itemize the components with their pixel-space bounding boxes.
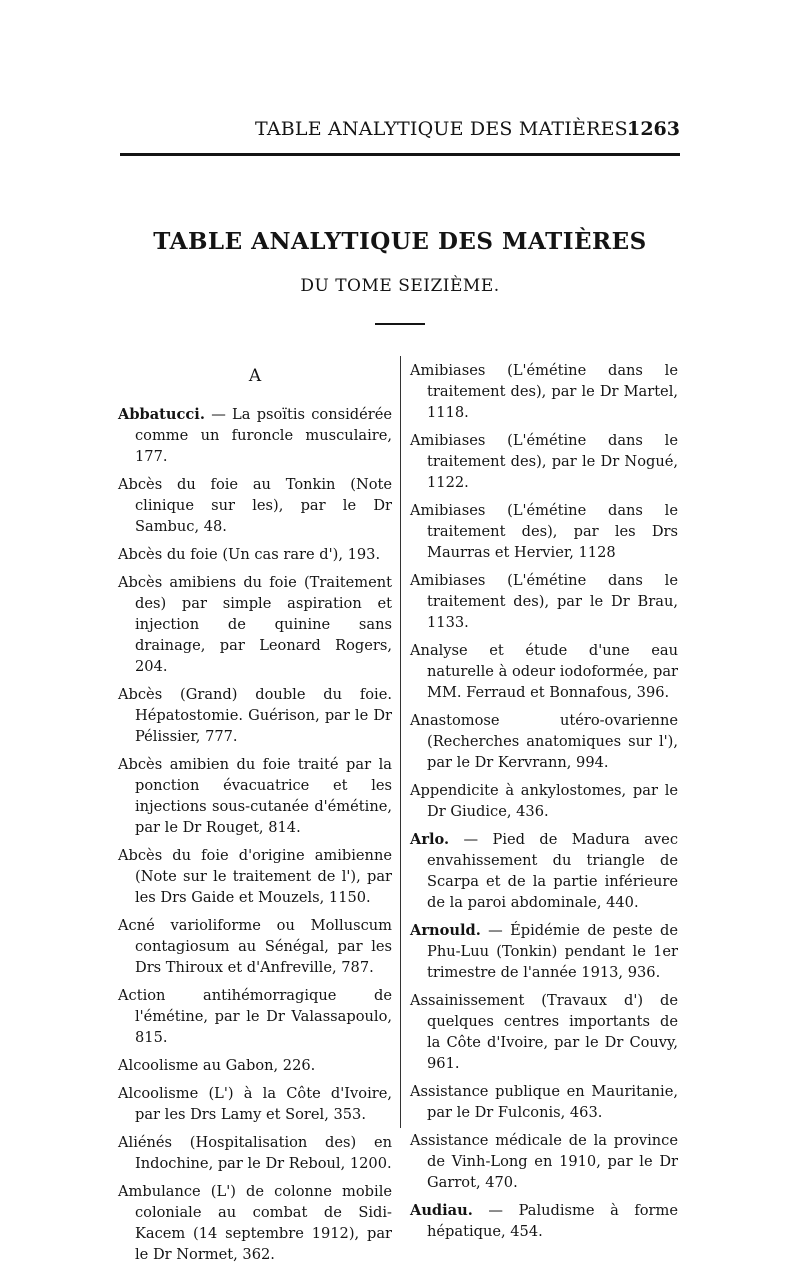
entry-text: Alcoolisme (L') à la Côte d'Ivoire, par les Drs Lamy et Sorel, 353. xyxy=(118,1085,392,1123)
entry-text: Amibiases (L'émétine dans le traitement des), par le Dr Martel, 1118. xyxy=(410,362,678,421)
index-entry xyxy=(118,1181,392,1265)
index-entry xyxy=(410,500,678,563)
index-entry xyxy=(410,829,678,913)
entry-text: Abcès du foie (Un cas rare d'), 193. xyxy=(118,546,381,563)
index-entry xyxy=(410,360,678,423)
index-entry xyxy=(410,640,678,703)
entry-text: Acné varioliforme ou Molluscum contagiosum au Sénégal, par les Drs Thiroux et d'Anfreville, 787. xyxy=(118,917,392,976)
running-head xyxy=(120,118,680,144)
right-column xyxy=(410,360,678,1249)
section-letter: A xyxy=(248,366,262,386)
entry-text: Analyse et étude d'une eau naturelle à odeur iodoformée, par MM. Ferraud et Bonnafous, 396. xyxy=(410,642,678,701)
index-entry xyxy=(118,1132,392,1174)
entry-author: Arnould. xyxy=(410,922,481,939)
index-entry xyxy=(118,474,392,537)
entry-text: Assistance publique en Mauritanie, par le Dr Fulconis, 463. xyxy=(410,1083,678,1121)
entry-text: Assistance médicale de la province de Vinh-Long en 1910, par le Dr Garrot, 470. xyxy=(410,1132,678,1191)
entry-text: Ambulance (L') de colonne mobile coloniale au combat de Sidi-Kacem (14 septembre 1912), par le Dr Normet, 362. xyxy=(118,1183,392,1263)
index-entry xyxy=(410,1081,678,1123)
entry-text: Amibiases (L'émétine dans le traitement des), par le Dr Nogué, 1122. xyxy=(410,432,678,491)
index-entry xyxy=(410,1200,678,1242)
entry-text: — Pied de Madura avec envahissement du triangle de Scarpa et de la partie inférieure de la paroi abdominale, 440. xyxy=(427,831,678,911)
entry-author: Audiau. xyxy=(410,1202,473,1219)
sub-title: DU TOME SEIZIÈME. xyxy=(300,276,500,296)
left-column xyxy=(118,360,392,1272)
right-entries xyxy=(410,360,678,1242)
index-entry xyxy=(410,780,678,822)
entry-text: Amibiases (L'émétine dans le traitement des), par le Dr Brau, 1133. xyxy=(410,572,678,631)
index-entry xyxy=(410,990,678,1074)
index-entry xyxy=(118,404,392,467)
index-entry xyxy=(118,985,392,1048)
column-divider xyxy=(400,356,401,1128)
index-entry xyxy=(118,1055,392,1076)
entry-text: Assainissement (Travaux d') de quelques centres importants de la Côte d'Ivoire, par le Dr Couvy, 961. xyxy=(410,992,678,1072)
index-entry xyxy=(410,920,678,983)
index-entry xyxy=(410,1130,678,1193)
entry-text: — La psoïtis considérée comme un furoncle musculaire, 177. xyxy=(135,406,392,465)
index-entry xyxy=(118,684,392,747)
title-divider xyxy=(375,323,425,325)
entry-text: Abcès (Grand) double du foie. Hépatostomie. Guérison, par le Dr Pélissier, 777. xyxy=(118,686,392,745)
entry-text: Abcès du foie d'origine amibienne (Note sur le traitement de l'), par les Drs Gaide et Mouzels, 1150. xyxy=(118,847,392,906)
left-entries xyxy=(118,404,392,1265)
entry-text: Appendicite à ankylostomes, par le Dr Giudice, 436. xyxy=(410,782,678,820)
index-entry xyxy=(118,544,392,565)
index-entry xyxy=(410,430,678,493)
entry-author: Arlo. xyxy=(410,831,450,848)
index-entry xyxy=(410,710,678,773)
entry-text: Abcès amibiens du foie (Traitement des) par simple aspiration et injection de quinine sans drainage, par Leonard Rogers, 204. xyxy=(118,574,392,675)
entry-text: Amibiases (L'émétine dans le traitement des), par les Drs Maurras et Hervier, 1128 xyxy=(410,502,678,561)
index-entry xyxy=(410,570,678,633)
running-title: TABLE ANALYTIQUE DES MATIÈRES. xyxy=(255,118,634,140)
entry-text: Aliénés (Hospitalisation des) en Indochine, par le Dr Reboul, 1200. xyxy=(118,1134,392,1172)
entry-text: Abcès amibien du foie traité par la ponction évacuatrice et les injections sous-cutanée d'émétine, par le Dr Rouget, 814. xyxy=(118,756,392,836)
main-title: TABLE ANALYTIQUE DES MATIÈRES xyxy=(153,228,647,255)
entry-text: — Épidémie de peste de Phu-Luu (Tonkin) pendant le 1er trimestre de l'année 1913, 936. xyxy=(427,922,678,981)
entry-text: Alcoolisme au Gabon, 226. xyxy=(118,1057,316,1074)
index-entry xyxy=(118,754,392,838)
page-number: 1263 xyxy=(627,118,680,140)
index-entry xyxy=(118,1083,392,1125)
entry-text: Abcès du foie au Tonkin (Note clinique sur les), par le Dr Sambuc, 48. xyxy=(118,476,392,535)
entry-text: — Paludisme à forme hépatique, 454. xyxy=(427,1202,678,1240)
index-entry xyxy=(118,845,392,908)
header-rule xyxy=(120,153,680,156)
index-entry xyxy=(118,915,392,978)
entry-text: Action antihémorragique de l'émétine, par le Dr Valassapoulo, 815. xyxy=(118,987,392,1046)
entry-author: Abbatucci. xyxy=(118,406,205,423)
index-entry xyxy=(118,572,392,677)
entry-text: Anastomose utéro-ovarienne (Recherches anatomiques sur l'), par le Dr Kervrann, 994. xyxy=(410,712,678,771)
